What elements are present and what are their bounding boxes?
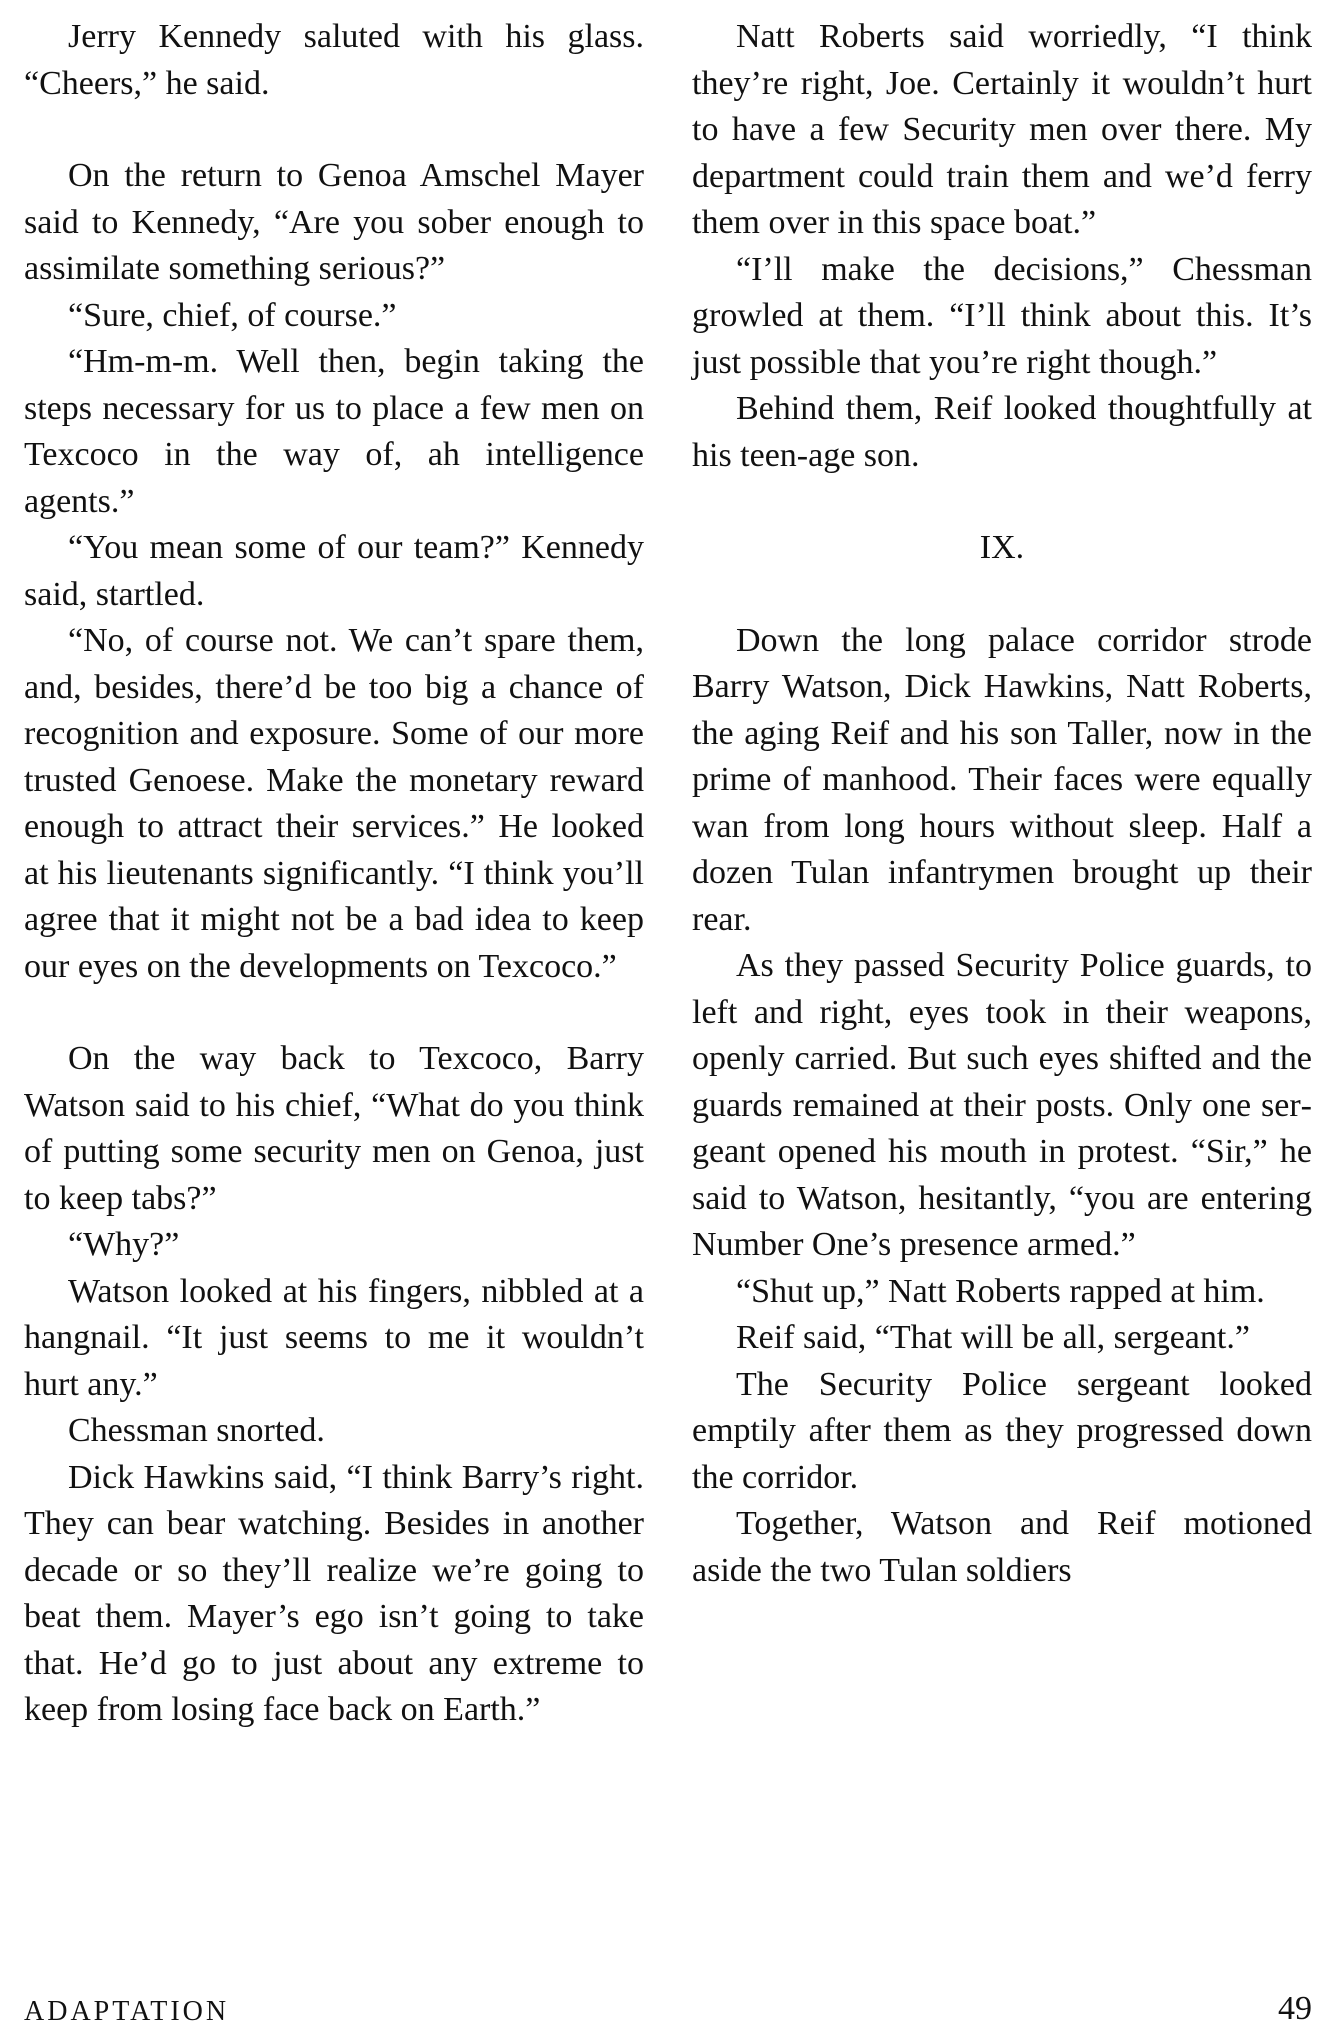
paragraph: On the return to Genoa Amschel Mayer said to Kennedy, “Are you sober enough to assimilate something serious?”	[24, 157, 644, 287]
paragraph: Watson looked at his fingers, nibbled at a hangnail. “It just seems to me it wouldn’t hurt any.”	[24, 1272, 644, 1403]
paragraph: As they passed Security Police guards, to left and right, eyes took in their weapons, openly carried. But such eyes shifted and the guards remained at their posts. Only one sergeant opened his mouth in protest. “Sir,” he said to Watson, hesitantly, “you are entering Number One’s presence armed.”	[692, 947, 1312, 1263]
paragraph: The Security Police sergeant looked emptily after them as they progressed down the corridor.	[692, 1365, 1312, 1496]
chapter-heading: IX.	[979, 529, 1025, 566]
paragraph: “You mean some of our team?” Kennedy said, startled.	[24, 529, 644, 613]
paragraph: Natt Roberts said worriedly, “I think they’re right, Joe. Certainly it wouldn’t hurt to have a few Security men over there. My department could train them and we’d ferry them over in this space boat.”	[692, 18, 1312, 241]
page-footer	[24, 1990, 1312, 2036]
paragraph: Behind them, Reif looked thoughtfully at his teen-age son.	[692, 390, 1312, 474]
paragraph: “Why?”	[68, 1226, 180, 1263]
right-text-column	[692, 14, 1312, 1594]
paragraph: “Hm-m-m. Well then, begin taking the steps necessary for us to place a few men on Texcoco in the way of, ah intelligence agents.”	[24, 343, 644, 520]
paragraph: Dick Hawkins said, “I think Barry’s right. They can bear watching. Besides in another decade or so they’ll realize we’re going to beat them. Mayer’s ego isn’t going to take that. He’d go to just about any extreme to keep from losing face back on Earth.”	[24, 1458, 644, 1728]
paragraph: “Sure, chief, of course.”	[68, 296, 397, 334]
paragraph: On the way back to Texcoco, Barry Watson said to his chief, “What do you think of putting some security men on Genoa, just to keep tabs?”	[24, 1040, 644, 1217]
paragraph: Chessman snorted.	[68, 1412, 325, 1449]
paragraph: “I’ll make the decisions,” Chessman growled at them. “I’ll think about this. It’s just possible that you’re right though.”	[692, 250, 1312, 381]
page-number: 49	[1278, 1990, 1312, 2027]
paragraph: Jerry Kennedy saluted with his glass. “Cheers,” he said.	[24, 18, 644, 102]
running-title: ADAPTATION	[24, 1996, 230, 2027]
paragraph: Reif said, “That will be all, sergeant.”	[736, 1319, 1250, 1356]
paragraph: Together, Watson and Reif motioned aside the two Tulan soldiers	[692, 1505, 1312, 1589]
paragraph: “Shut up,” Natt Roberts rapped at him.	[736, 1272, 1265, 1310]
paragraph: Down the long palace corridor strode Barry Watson, Dick Hawkins, Natt Roberts, the aging Reif and his son Taller, now in the prime of manhood. Their faces were equally wan from long hours without sleep. Half a dozen Tulan infantrymen brought up their rear.	[692, 621, 1312, 938]
paragraph: “No, of course not. We can’t spare them, and, besides, there’d be too big a chance of recognition and exposure. Some of our more trusted Genoese. Make the monetary reward enough to attract their services.” He looked at his lieutenants significantly. “I think you’ll agree that it might not be a bad idea to keep our eyes on the developments on Texcoco.”	[24, 622, 644, 985]
left-text-column	[24, 14, 644, 1734]
